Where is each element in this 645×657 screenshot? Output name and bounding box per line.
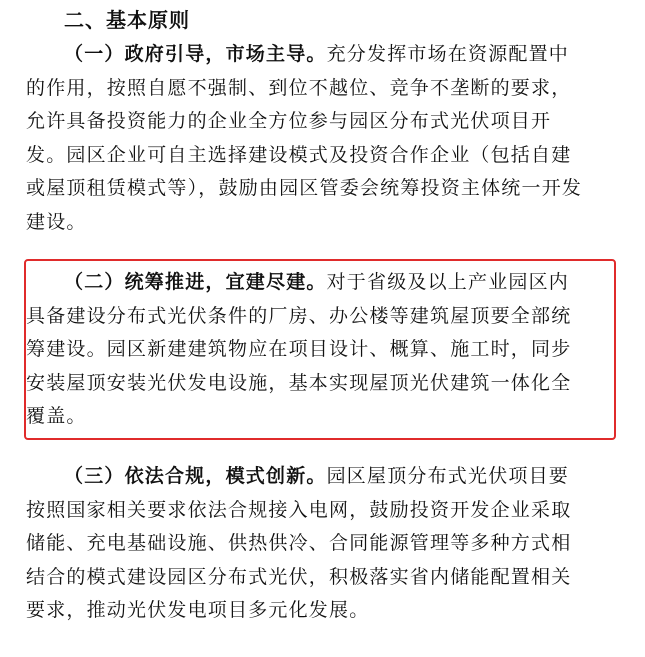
- paragraph-3: [26, 460, 616, 628]
- paragraph-line: 筹建设。园区新建建筑物应在项目设计、概算、施工时，同步: [26, 338, 572, 360]
- paragraph-line: 安装屋顶安装光伏发电设施，基本实现屋顶光伏建筑一体化全: [26, 371, 572, 394]
- paragraph-lead: （一）政府引导，市场主导。: [64, 43, 327, 65]
- paragraph-line: 要求，推动光伏发电项目多元化发展。: [26, 599, 370, 621]
- paragraph-text: 对于省级及以上产业园区内: [326, 271, 570, 293]
- paragraph-line: 建设。: [26, 210, 87, 233]
- paragraph-line: [26, 460, 616, 494]
- section-heading: 二、基本原则: [64, 8, 190, 32]
- paragraph-text: 充分发挥市场在资源配置中: [326, 43, 570, 65]
- paragraph-text: 园区屋顶分布式光伏项目要: [326, 465, 570, 487]
- paragraph-line: 发。园区企业可自主选择建设模式及投资合作企业（包括自建: [26, 143, 572, 166]
- paragraph-2: [26, 266, 616, 434]
- paragraph-line: 允许具备投资能力的企业全方位参与园区分布式光伏项目开: [26, 110, 552, 132]
- paragraph-line: [26, 38, 616, 72]
- paragraph-line: 具备建设分布式光伏条件的厂房、办公楼等建筑屋顶要全部统: [26, 304, 572, 327]
- paragraph-lead: （三）依法合规，模式创新。: [64, 465, 327, 487]
- paragraph-line: 结合的模式建设园区分布式光伏，积极落实省内储能配置相关: [26, 565, 572, 588]
- paragraph-line: [26, 266, 616, 300]
- paragraph-line: 储能、充电基础设施、供热供冷、合同能源管理等多种方式相: [26, 532, 572, 554]
- paragraph-line: 或屋顶租赁模式等），鼓励由园区管委会统筹投资主体统一开发: [26, 177, 583, 199]
- paragraph-line: 的作用，按照自愿不强制、到位不越位、竞争不垄断的要求，: [26, 76, 572, 99]
- paragraph-line: 按照国家相关要求依法合规接入电网，鼓励投资开发企业采取: [26, 498, 572, 521]
- paragraph-lead: （二）统筹推进，宜建尽建。: [64, 271, 327, 293]
- paragraph-line: 覆盖。: [26, 405, 87, 427]
- paragraph-1: [26, 38, 616, 239]
